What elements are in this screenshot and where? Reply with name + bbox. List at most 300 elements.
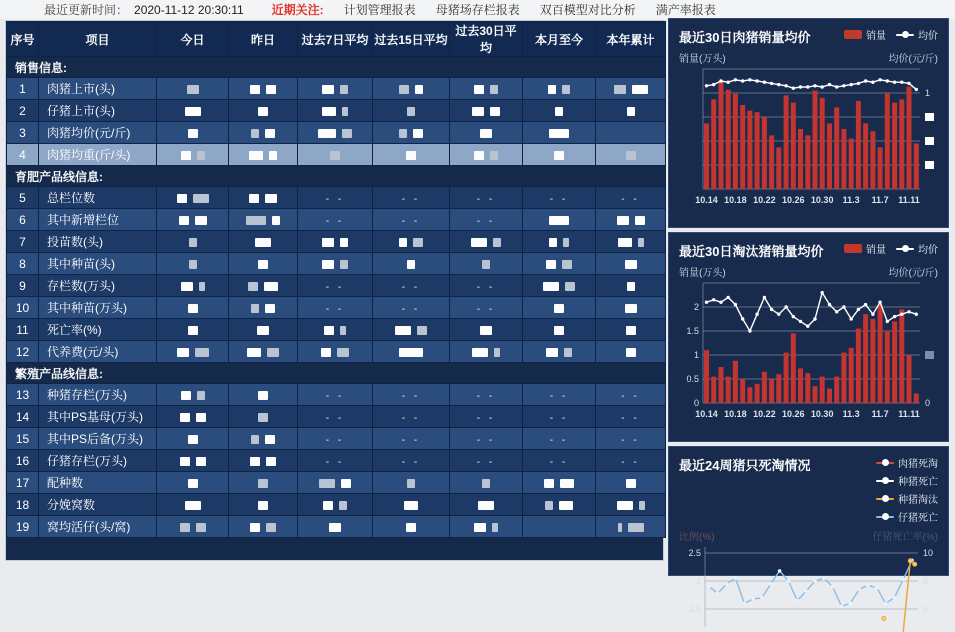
table-row[interactable] — [7, 209, 666, 231]
row-label: 肉猪均重(斤/头) — [39, 144, 157, 166]
table-cell — [523, 231, 596, 253]
redacted-value — [188, 304, 198, 313]
row-label: 肉猪上市(头) — [39, 78, 157, 100]
redacted-value — [246, 216, 266, 225]
table-cell — [298, 406, 373, 428]
table-cell — [596, 275, 666, 297]
table-cell — [523, 122, 596, 144]
redacted-value — [555, 107, 563, 116]
empty-value-dashes: - - — [401, 456, 421, 468]
menu-item-plan-report[interactable]: 计划管理报表 — [343, 3, 416, 17]
empty-value-dashes: - - — [476, 303, 496, 315]
empty-value-dashes: - - — [401, 412, 421, 424]
redacted-value — [562, 260, 572, 269]
table-cell — [596, 253, 666, 275]
redacted-value — [482, 260, 490, 269]
redacted-value — [625, 304, 637, 313]
table-cell — [229, 275, 298, 297]
row-number: 10 — [7, 297, 39, 319]
redacted-value — [321, 348, 331, 357]
chart-panel-pig-sales-price — [668, 18, 949, 228]
redacted-value — [638, 238, 644, 247]
table-cell — [523, 297, 596, 319]
empty-value-dashes: - - — [401, 434, 421, 446]
redacted-value — [417, 326, 427, 335]
redacted-value — [618, 238, 632, 247]
redacted-value — [406, 151, 416, 160]
menu-item-model-compare-report[interactable]: 双百模型对比分析 — [539, 3, 636, 17]
table-cell — [157, 384, 229, 406]
table-cell — [596, 384, 666, 406]
redacted-value — [185, 107, 201, 116]
redacted-value — [478, 501, 494, 510]
column-header: 项目 — [39, 22, 157, 57]
redacted-value — [196, 523, 206, 532]
row-number: 2 — [7, 100, 39, 122]
legend-item-仔猪死亡[interactable] — [876, 509, 938, 524]
svg-text:0: 0 — [693, 398, 699, 408]
table-cell — [298, 494, 373, 516]
legend-line-dot-icon — [876, 458, 894, 467]
table-cell — [373, 341, 450, 363]
table-cell — [298, 516, 373, 538]
table-cell — [229, 209, 298, 231]
redacted-value — [563, 238, 569, 247]
empty-value-dashes: - - — [325, 281, 345, 293]
table-cell — [229, 428, 298, 450]
redacted-value — [266, 457, 276, 466]
chart-plot-area — [679, 543, 938, 632]
redacted-value — [628, 523, 644, 532]
bar-line-chart-svg — [679, 279, 938, 429]
redacted-value — [258, 479, 268, 488]
menu-item-full-capacity-report[interactable]: 满产率报表 — [655, 3, 716, 17]
table-cell — [523, 319, 596, 341]
table-cell — [596, 450, 666, 472]
svg-text:1.5: 1.5 — [686, 326, 699, 336]
redacted-axis-label — [925, 351, 934, 359]
table-cell — [157, 275, 229, 297]
row-number: 12 — [7, 341, 39, 363]
redacted-value — [180, 413, 190, 422]
redacted-value — [195, 348, 209, 357]
legend-line-dot-icon — [876, 476, 894, 485]
table-cell — [596, 100, 666, 122]
table-cell — [450, 516, 523, 538]
empty-value-dashes: - - — [476, 193, 496, 205]
table-cell — [450, 187, 523, 209]
redacted-value — [193, 194, 209, 203]
redacted-value — [480, 129, 492, 138]
redacted-value — [632, 85, 648, 94]
table-cell — [298, 231, 373, 253]
redacted-value — [548, 85, 556, 94]
redacted-value — [247, 348, 261, 357]
svg-text:11.3: 11.3 — [842, 195, 860, 205]
table-cell — [596, 494, 666, 516]
table-cell — [523, 78, 596, 100]
redacted-value — [618, 523, 622, 532]
chart-legend — [834, 241, 938, 256]
redacted-value — [639, 501, 645, 510]
row-number: 19 — [7, 516, 39, 538]
legend-bar-swatch-icon — [844, 30, 862, 39]
redacted-value — [340, 326, 346, 335]
table-cell — [523, 275, 596, 297]
row-number: 16 — [7, 450, 39, 472]
svg-text:8: 8 — [923, 576, 929, 586]
table-cell — [298, 341, 373, 363]
table-section-row — [7, 57, 666, 78]
table-row[interactable] — [7, 516, 666, 538]
row-number: 3 — [7, 122, 39, 144]
row-label: 分娩窝数 — [39, 494, 157, 516]
empty-value-dashes: - - — [325, 215, 345, 227]
table-cell — [523, 472, 596, 494]
table-cell — [450, 406, 523, 428]
table-row[interactable] — [7, 319, 666, 341]
empty-value-dashes: - - — [549, 390, 569, 402]
row-number: 6 — [7, 209, 39, 231]
table-cell — [596, 319, 666, 341]
table-row[interactable] — [7, 297, 666, 319]
table-cell — [157, 100, 229, 122]
table-cell — [157, 122, 229, 144]
empty-value-dashes: - - — [325, 412, 345, 424]
table-cell — [523, 516, 596, 538]
table-cell — [157, 472, 229, 494]
empty-value-dashes: - - — [325, 456, 345, 468]
redacted-value — [330, 151, 340, 160]
table-cell — [450, 144, 523, 166]
redacted-value — [258, 391, 268, 400]
avg-price-line-series — [705, 78, 918, 91]
row-label: 死亡率(%) — [39, 319, 157, 341]
redacted-value — [272, 216, 280, 225]
legend-item-种猪淘汰[interactable] — [876, 491, 938, 506]
legend-label: 销量 — [866, 245, 886, 256]
table-cell — [229, 406, 298, 428]
redacted-value — [559, 501, 573, 510]
row-number: 14 — [7, 406, 39, 428]
svg-text:10.22: 10.22 — [753, 409, 776, 419]
y-axis-label-right: 均价(元/斤) — [888, 268, 938, 279]
legend-item-种猪死亡[interactable] — [876, 473, 938, 488]
redacted-value — [415, 85, 423, 94]
table-cell — [450, 231, 523, 253]
table-cell — [450, 319, 523, 341]
table-cell — [157, 253, 229, 275]
table-cell — [450, 428, 523, 450]
empty-value-dashes: - - — [325, 434, 345, 446]
legend-label: 肉猪死淘 — [898, 459, 938, 470]
y-axis-label-right: 均价(元/斤) — [888, 54, 938, 65]
redacted-value — [322, 260, 334, 269]
update-time-value: 2020-11-12 20:30:11 — [134, 2, 244, 17]
empty-value-dashes: - - — [621, 193, 640, 205]
redacted-value — [340, 260, 348, 269]
table-header-row — [7, 22, 666, 57]
table-row[interactable] — [7, 187, 666, 209]
svg-text:0: 0 — [925, 398, 931, 408]
table-cell — [596, 78, 666, 100]
redacted-value — [196, 457, 206, 466]
redacted-value — [472, 348, 488, 357]
redacted-value — [251, 304, 259, 313]
table-cell — [373, 450, 450, 472]
table-cell — [523, 384, 596, 406]
legend-line-dot-icon — [876, 494, 894, 503]
redacted-value — [265, 304, 275, 313]
table-cell — [450, 100, 523, 122]
redacted-value — [341, 479, 351, 488]
chart-plot-area — [679, 65, 938, 220]
redacted-value — [474, 523, 486, 532]
empty-value-dashes: - - — [476, 281, 496, 293]
table-row[interactable] — [7, 253, 666, 275]
chart-title: 最近30日淘汰猪销量均价 — [679, 244, 824, 259]
table-cell — [373, 406, 450, 428]
svg-text:11.11: 11.11 — [898, 409, 920, 419]
table-cell — [523, 253, 596, 275]
kpi-table — [6, 21, 666, 538]
row-label: 肉猪均价(元/斤) — [39, 122, 157, 144]
sow-cull-line-series — [882, 559, 917, 632]
table-row[interactable] — [7, 144, 666, 166]
legend-label: 均价 — [918, 31, 938, 42]
redacted-value — [399, 85, 409, 94]
svg-text:11.3: 11.3 — [842, 409, 860, 419]
table-cell — [523, 341, 596, 363]
table-cell — [373, 231, 450, 253]
table-cell — [596, 341, 666, 363]
svg-text:6: 6 — [923, 604, 929, 614]
redacted-value — [471, 238, 487, 247]
row-number: 4 — [7, 144, 39, 166]
redacted-value — [322, 85, 334, 94]
svg-text:10.14: 10.14 — [695, 195, 718, 205]
redacted-value — [197, 391, 205, 400]
redacted-value — [264, 282, 278, 291]
table-row[interactable] — [7, 406, 666, 428]
svg-text:10.30: 10.30 — [810, 195, 834, 205]
redacted-value — [181, 151, 191, 160]
empty-value-dashes: - - — [325, 390, 345, 402]
table-cell — [523, 209, 596, 231]
svg-text:0.5: 0.5 — [686, 374, 699, 384]
redacted-value — [544, 479, 554, 488]
table-cell — [298, 100, 373, 122]
legend-label: 均价 — [918, 245, 938, 256]
row-number: 7 — [7, 231, 39, 253]
table-row[interactable] — [7, 450, 666, 472]
column-header: 过去30日平均 — [450, 22, 523, 57]
redacted-value — [482, 479, 490, 488]
empty-value-dashes: - - — [621, 434, 640, 446]
chart-legend — [834, 27, 938, 42]
svg-text:10.22: 10.22 — [753, 195, 776, 205]
table-cell — [229, 253, 298, 275]
redacted-value — [199, 282, 205, 291]
svg-text:10.26: 10.26 — [782, 409, 805, 419]
redacted-value — [406, 523, 416, 532]
redacted-value — [251, 435, 259, 444]
table-cell — [450, 384, 523, 406]
redacted-value — [565, 282, 575, 291]
table-cell — [298, 187, 373, 209]
redacted-value — [248, 282, 258, 291]
table-row[interactable] — [7, 122, 666, 144]
row-label: 其中PS基母(万头) — [39, 406, 157, 428]
table-row[interactable] — [7, 100, 666, 122]
redacted-value — [626, 326, 636, 335]
table-cell — [157, 78, 229, 100]
table-row[interactable] — [7, 231, 666, 253]
redacted-value — [554, 326, 564, 335]
table-row[interactable] — [7, 384, 666, 406]
y-axis-label-left: 比例(%) — [679, 532, 715, 543]
section-label: 销售信息: — [7, 57, 666, 78]
redacted-value — [337, 348, 349, 357]
svg-text:11.7: 11.7 — [871, 409, 889, 419]
redacted-value — [188, 326, 198, 335]
svg-text:1.5: 1.5 — [688, 604, 701, 614]
redacted-value — [323, 501, 333, 510]
redacted-value — [195, 216, 207, 225]
table-cell — [373, 275, 450, 297]
svg-text:10: 10 — [923, 548, 934, 558]
table-row[interactable] — [7, 275, 666, 297]
piglet-death-line-series — [707, 559, 914, 609]
recent-focus-label: 近期关注: — [271, 3, 324, 17]
table-cell — [298, 384, 373, 406]
table-cell — [229, 231, 298, 253]
table-cell — [229, 384, 298, 406]
redacted-value — [189, 238, 197, 247]
row-label: 总栏位数 — [39, 187, 157, 209]
table-cell — [523, 100, 596, 122]
row-label: 种猪存栏(万头) — [39, 384, 157, 406]
redacted-value — [625, 260, 637, 269]
redacted-value — [399, 238, 407, 247]
empty-value-dashes: - - — [325, 303, 345, 315]
legend-item-均价[interactable] — [896, 27, 938, 42]
empty-value-dashes: - - — [621, 412, 640, 424]
empty-value-dashes: - - — [476, 434, 496, 446]
table-row[interactable] — [7, 472, 666, 494]
table-cell — [373, 187, 450, 209]
redacted-value — [399, 348, 423, 357]
table-cell — [373, 297, 450, 319]
svg-text:2: 2 — [693, 302, 699, 312]
svg-text:10.18: 10.18 — [724, 409, 747, 419]
redacted-value — [404, 501, 418, 510]
table-cell — [373, 516, 450, 538]
redacted-value — [267, 348, 279, 357]
table-cell — [596, 406, 666, 428]
table-row[interactable] — [7, 78, 666, 100]
table-cell — [157, 144, 229, 166]
redacted-axis-label — [925, 137, 934, 145]
table-cell — [450, 253, 523, 275]
empty-value-dashes: - - — [549, 434, 569, 446]
table-cell — [157, 450, 229, 472]
legend-item-肉猪死淘[interactable] — [876, 455, 938, 470]
table-cell — [298, 122, 373, 144]
redacted-value — [617, 216, 629, 225]
table-cell — [373, 100, 450, 122]
row-number: 18 — [7, 494, 39, 516]
redacted-value — [490, 107, 500, 116]
table-cell — [596, 122, 666, 144]
redacted-value — [324, 326, 334, 335]
row-number: 17 — [7, 472, 39, 494]
redacted-value — [181, 391, 191, 400]
redacted-value — [258, 260, 268, 269]
sales-bars-series — [704, 81, 919, 189]
row-number: 8 — [7, 253, 39, 275]
table-cell — [229, 187, 298, 209]
redacted-value — [474, 151, 484, 160]
row-number: 9 — [7, 275, 39, 297]
table-cell — [523, 406, 596, 428]
redacted-value — [251, 129, 259, 138]
chart-title: 最近24周猪只死淘情况 — [679, 458, 811, 473]
table-cell — [229, 494, 298, 516]
table-cell — [157, 406, 229, 428]
redacted-value — [249, 194, 259, 203]
svg-text:1: 1 — [693, 350, 699, 360]
row-number: 5 — [7, 187, 39, 209]
table-cell — [229, 144, 298, 166]
y-axis-label-right: 仔猪死亡率(%) — [872, 532, 938, 543]
table-cell — [450, 341, 523, 363]
table-cell — [373, 472, 450, 494]
row-label: 配种数 — [39, 472, 157, 494]
row-number: 11 — [7, 319, 39, 341]
table-row[interactable] — [7, 494, 666, 516]
svg-text:10.26: 10.26 — [782, 195, 805, 205]
topbar — [0, 0, 955, 19]
redacted-value — [407, 107, 415, 116]
column-header: 本年累计 — [596, 22, 666, 57]
table-cell — [298, 253, 373, 275]
legend-item-销量[interactable] — [844, 27, 886, 42]
table-cell — [450, 275, 523, 297]
empty-value-dashes: - - — [549, 456, 569, 468]
table-row[interactable] — [7, 428, 666, 450]
menu-item-sow-farm-report[interactable]: 母猪场存栏报表 — [435, 3, 520, 17]
table-cell — [450, 494, 523, 516]
empty-value-dashes: - - — [549, 193, 569, 205]
redacted-value — [339, 501, 347, 510]
table-cell — [157, 516, 229, 538]
table-cell — [373, 319, 450, 341]
chart-panel-death-cull-24w — [668, 446, 949, 614]
table-row[interactable] — [7, 341, 666, 363]
row-label: 其中新增栏位 — [39, 209, 157, 231]
chart-title: 最近30日肉猪销量均价 — [679, 30, 811, 45]
table-cell — [298, 450, 373, 472]
redacted-value — [340, 85, 348, 94]
legend-item-销量[interactable] — [844, 241, 886, 256]
table-cell — [298, 78, 373, 100]
svg-text:2.5: 2.5 — [688, 548, 701, 558]
legend-item-均价[interactable] — [896, 241, 938, 256]
kpi-table-container — [5, 20, 664, 561]
redacted-value — [472, 107, 484, 116]
redacted-value — [249, 151, 263, 160]
